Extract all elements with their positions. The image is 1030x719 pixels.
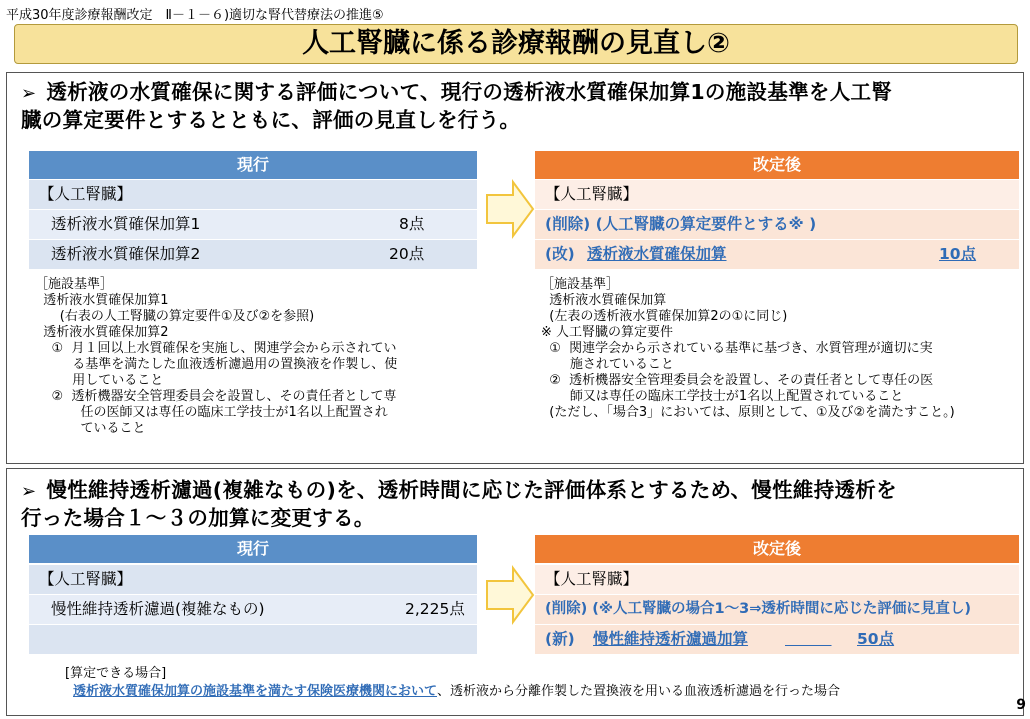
revised-deletion-text: (削除) (※人工腎臓の場合1～3⇒透析時間に応じた評価に見直し) <box>545 601 971 617</box>
current-criteria <box>35 277 397 437</box>
revised-category-label: 【人工腎臓】 <box>545 185 639 203</box>
current-item-row <box>29 595 477 624</box>
current-item1-label: 透析液水質確保加算1 <box>51 215 201 233</box>
criteria-line: ［施設基準］ <box>35 277 114 292</box>
criteria-line: 透析液水質確保加算2 <box>35 325 169 340</box>
criteria-line: ［施設基準］ <box>541 277 620 292</box>
criteria-line: 施されていること <box>541 357 674 372</box>
current-item2-label: 透析液水質確保加算2 <box>51 245 201 263</box>
current-item2-points: 20点 <box>389 245 425 263</box>
current-category-row <box>29 565 477 594</box>
section2-lead-line1: 慢性維持透析濾過(複雑なもの)を、透析時間に応じた評価体系とするため、慢性維持透析を <box>46 478 897 502</box>
page-title: 人工腎臓に係る診療報酬の見直し② <box>14 24 1018 64</box>
current-item1-points: 8点 <box>399 215 425 233</box>
current-category-row <box>29 180 477 209</box>
criteria-line: ② 透析機器安全管理委員会を設置し、その責任者として専任の医 <box>541 373 934 388</box>
current-item2-row <box>29 240 477 269</box>
note-underlined: 透析液水質確保加算の施設基準を満たす保険医療機関において <box>73 684 438 699</box>
current-empty-row <box>29 625 477 654</box>
criteria-line: 師又は専任の臨床工学技士が1名以上配置されていること <box>541 389 904 404</box>
section1-lead-line1: 透析液の水質確保に関する評価について、現行の透析液水質確保加算1の施設基準を人工腎 <box>46 80 893 104</box>
current-item1-row <box>29 210 477 239</box>
revised-deletion-row <box>535 210 1019 239</box>
criteria-line: 透析液水質確保加算1 <box>35 293 169 308</box>
note-text <box>73 683 840 700</box>
criteria-line: (左表の透析液水質確保加算2の①に同じ) <box>541 309 788 324</box>
criteria-line: ※ 人工腎臓の算定要件 <box>541 325 674 340</box>
section1-lead-line2: 臓の算定要件とするとともに、評価の見直しを行う。 <box>21 108 521 132</box>
current-category-label: 【人工腎臓】 <box>39 185 133 203</box>
revised-item-row <box>535 240 1019 269</box>
revised-item-prefix: (改) <box>545 245 575 263</box>
criteria-line: る基準を満たした血液透析濾過用の置換液を作製し、使 <box>35 357 398 372</box>
section2-lead <box>21 477 897 532</box>
revised-item-points: 50点 <box>857 630 895 648</box>
note-heading: [算定できる場合] <box>65 666 167 681</box>
breadcrumb: 平成30年度診療報酬改定 Ⅱ－１－６)適切な腎代替療法の推進⑤ <box>6 8 384 23</box>
revised-item-prefix: (新) <box>545 630 575 648</box>
arrow-bullet-icon: ➢ <box>21 481 37 502</box>
current-column-header: 現行 <box>29 151 477 179</box>
note-rest: 、透析液から分離作製した置換液を用いる血液透析濾過を行った場合 <box>437 684 841 699</box>
criteria-line: ていること <box>35 421 146 436</box>
section1-lead <box>21 79 892 134</box>
section-water-quality <box>6 72 1024 464</box>
revised-category-row <box>535 180 1019 209</box>
revised-deletion-text: (削除) (人工腎臓の算定要件とする※ ) <box>545 215 817 233</box>
revised-item-label: 慢性維持透析濾過加算 <box>593 630 749 648</box>
revised-column-header: 改定後 <box>535 535 1019 563</box>
criteria-line: 透析液水質確保加算 <box>541 293 667 308</box>
criteria-line: ① 月１回以上水質確保を実施し、関連学会から示されてい <box>35 341 397 356</box>
current-item-label: 慢性維持透析濾過(複雑なもの) <box>51 600 265 618</box>
criteria-line: ② 透析機器安全管理委員会を設置し、その責任者として専 <box>35 389 397 404</box>
current-item-points: 2,225点 <box>405 600 465 618</box>
revised-category-row <box>535 565 1019 594</box>
revised-deletion-row <box>535 595 1019 624</box>
revised-item-row <box>535 625 1019 654</box>
criteria-line: 用していること <box>35 373 164 388</box>
criteria-line: 任の医師又は専任の臨床工学技士が1名以上配置され <box>35 405 388 420</box>
revised-item-points: 10点 <box>939 245 977 263</box>
page-number: 9 <box>1016 697 1026 713</box>
criteria-line: ① 関連学会から示されている基準に基づき、水質管理が適切に実 <box>541 341 933 356</box>
section-hemodiafiltration <box>6 468 1024 716</box>
revised-column-header: 改定後 <box>535 151 1019 179</box>
arrow-bullet-icon: ➢ <box>21 83 37 104</box>
current-category-label: 【人工腎臓】 <box>39 570 133 588</box>
right-arrow-icon <box>485 565 537 625</box>
criteria-line: (ただし、「場合3」においては、原則として、①及び②を満たすこと。) <box>541 405 955 420</box>
current-column-header: 現行 <box>29 535 477 563</box>
criteria-line: (右表の人工腎臓の算定要件①及び②を参照) <box>35 309 315 324</box>
section2-lead-line2: 行った場合１～３の加算に変更する。 <box>21 506 375 530</box>
revised-item-gap <box>785 625 832 654</box>
revised-item-label: 透析液水質確保加算 <box>587 245 727 263</box>
revised-category-label: 【人工腎臓】 <box>545 570 639 588</box>
revised-criteria <box>541 277 955 421</box>
right-arrow-icon <box>485 179 537 239</box>
